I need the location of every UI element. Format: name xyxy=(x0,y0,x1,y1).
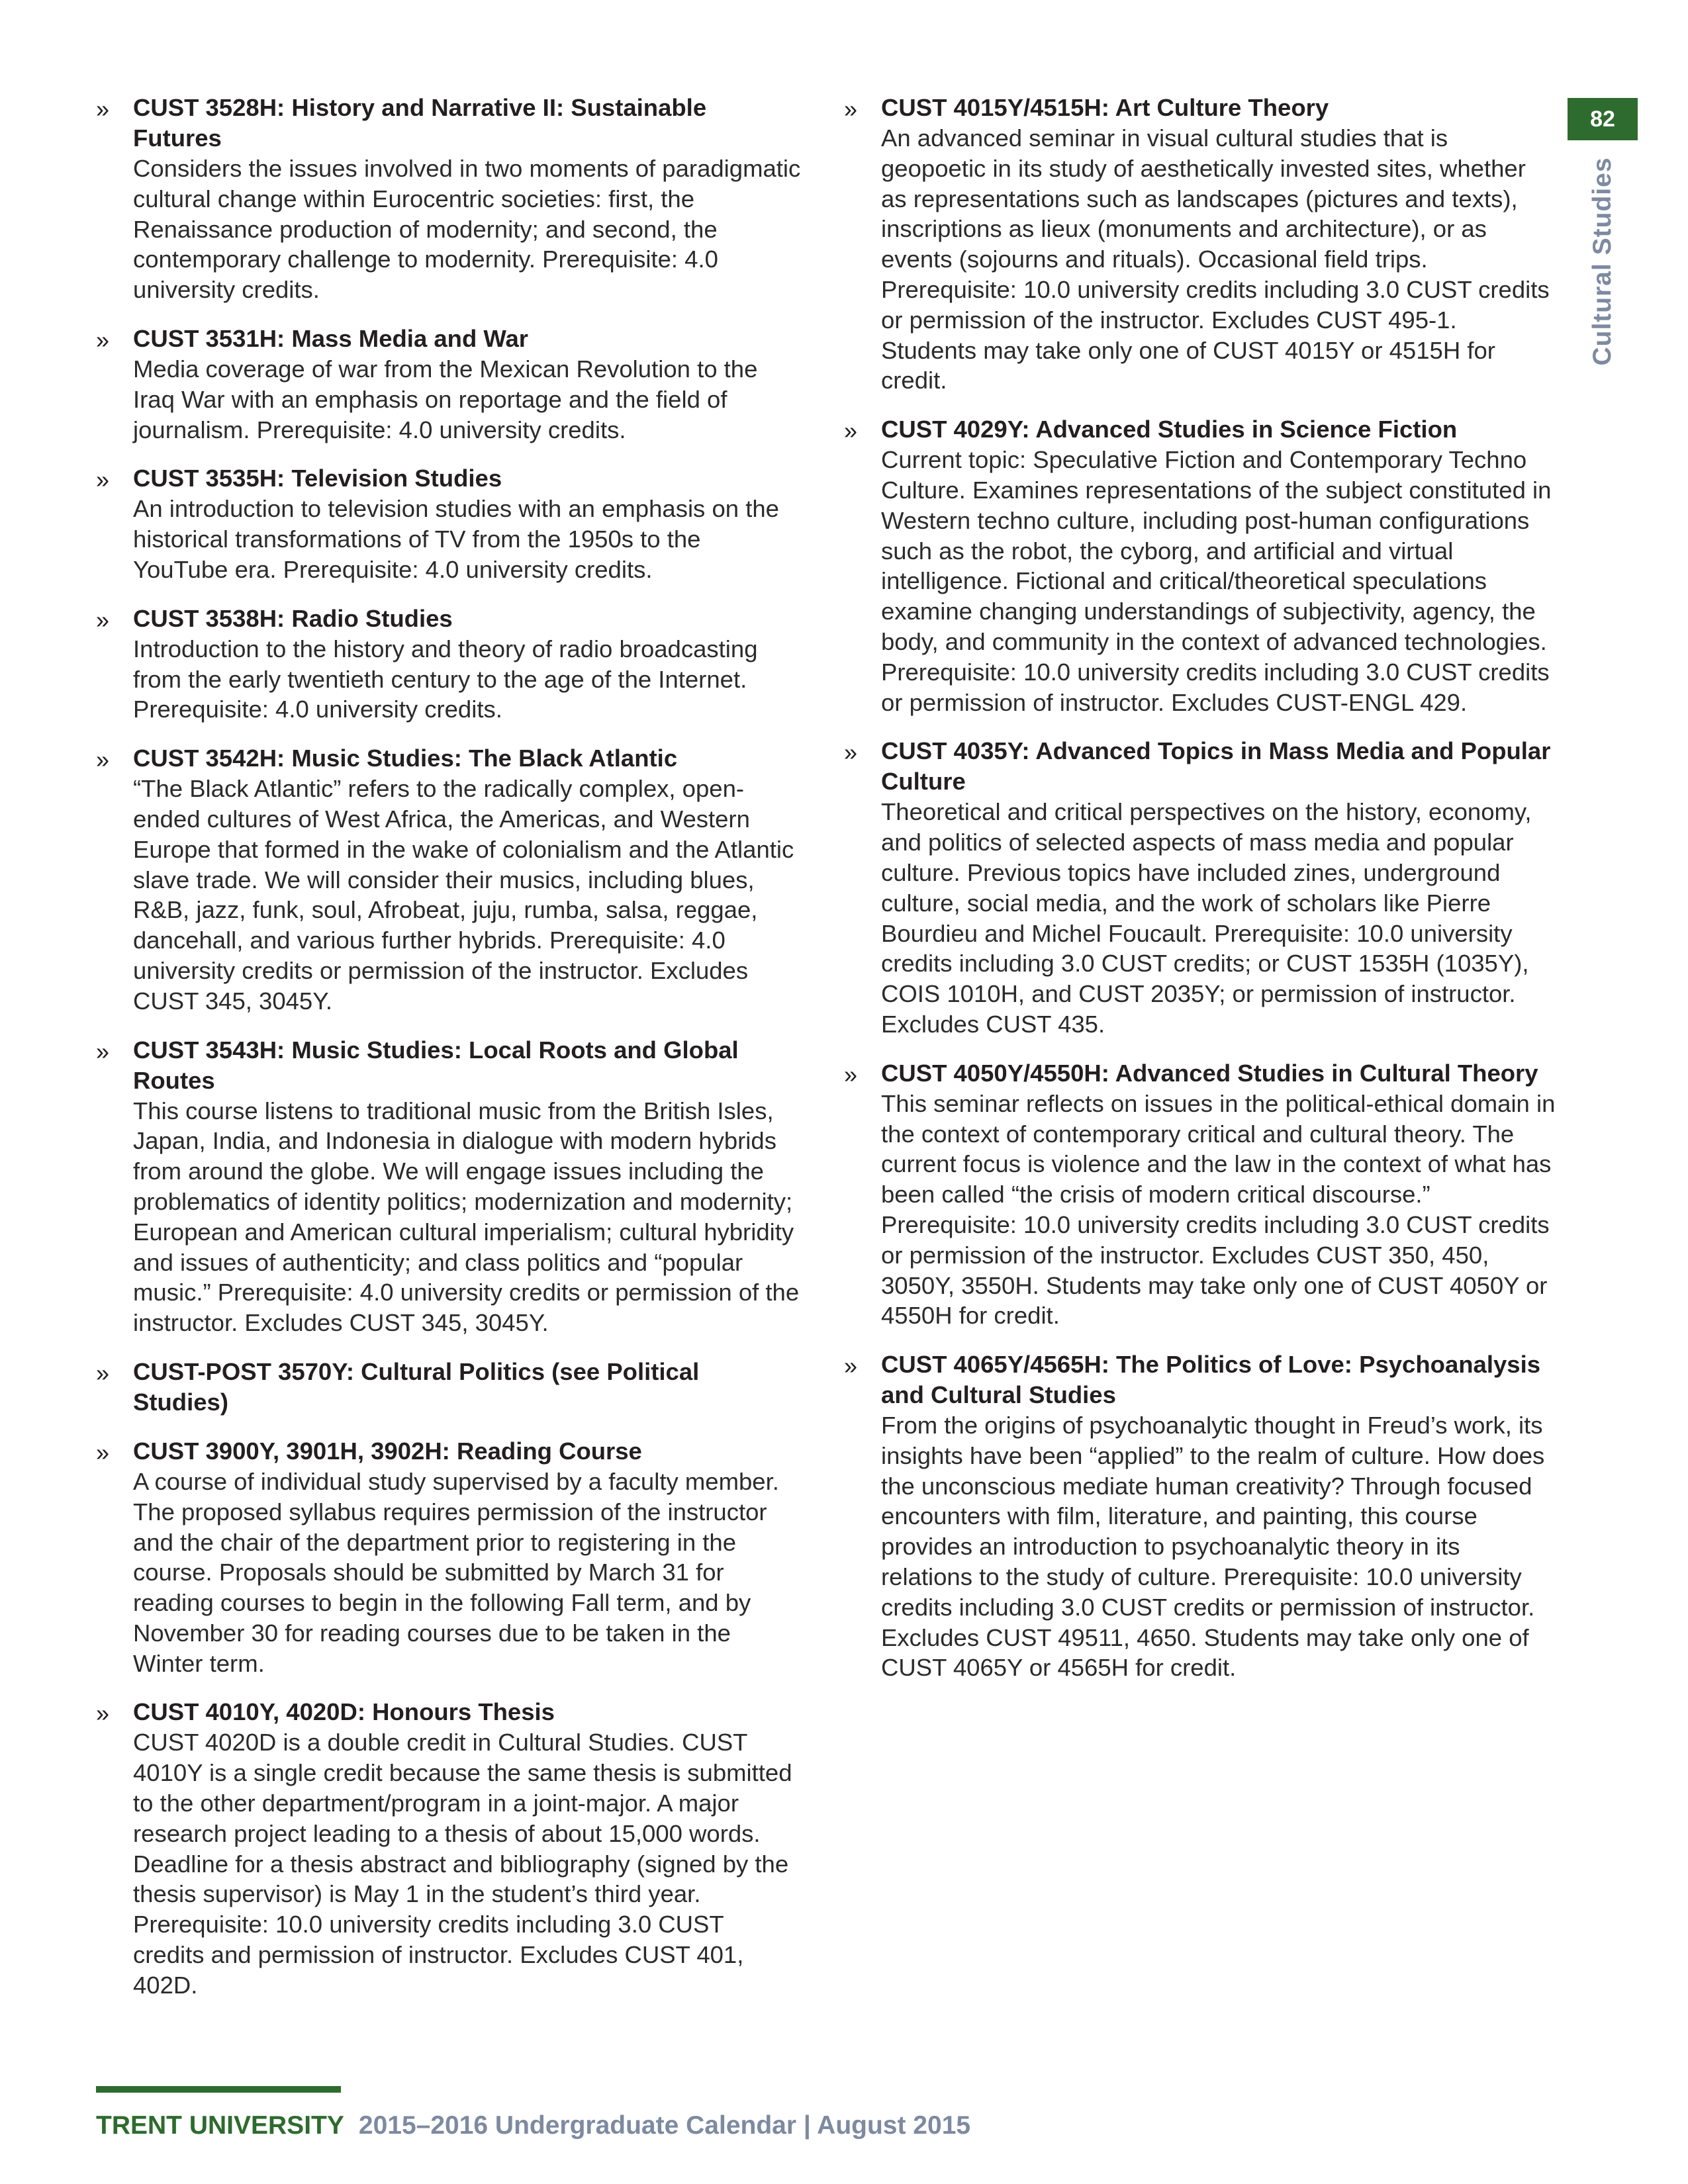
course-description: Considers the issues involved in two moments of paradigmatic cultural change within Eurocentric societies: first, the Renaissance production of modernity; and second, the contemporary challenge to modernity. Prerequisite: 4.0 university credits. xyxy=(133,155,801,304)
course-title: CUST 4010Y, 4020D: Honours Thesis xyxy=(133,1698,555,1726)
course-entry xyxy=(96,463,801,584)
bullet-marker: » xyxy=(96,95,110,122)
course-entry xyxy=(844,93,1556,396)
course-title: CUST 3531H: Mass Media and War xyxy=(133,324,529,352)
page-number-badge: 82 xyxy=(1568,98,1638,140)
bullet-marker: » xyxy=(96,606,110,633)
course-description: Current topic: Speculative Fiction and Contemporary Techno Culture. Examines representations of the subject constituted in Western techno culture, including post-human configurations such as the robot, the cyborg, and artificial and virtual intelligence. Fictional and critical/theoretical speculations examine changing understandings of subjectivity, agency, the body, and community in the context of advanced technologies. Prerequisite: 10.0 university credits including 3.0 CUST credits or permission of instructor. Excludes CUST-ENGL 429. xyxy=(881,446,1552,716)
course-title: CUST 4050Y/4550H: Advanced Studies in Cultural Theory xyxy=(881,1059,1538,1087)
course-title: CUST 3542H: Music Studies: The Black Atlantic xyxy=(133,745,678,772)
course-entry xyxy=(96,1357,801,1418)
course-description: CUST 4020D is a double credit in Cultural Studies. CUST 4010Y is a single credit because the same thesis is submitted to the other department/program in a joint-major. A major research project leading to a thesis of about 15,000 words. Deadline for a thesis abstract and bibliography (signed by the thesis supervisor) is May 1 in the student’s third year. Prerequisite: 10.0 university credits including 3.0 CUST credits and permission of instructor. Excludes CUST 401, 402D. xyxy=(133,1729,792,1999)
course-entry xyxy=(96,604,801,725)
course-title: CUST 3528H: History and Narrative II: Sustainable Futures xyxy=(133,94,707,152)
footer-calendar-title: 2015–2016 Undergraduate Calendar | August 2015 xyxy=(358,2111,971,2140)
bullet-marker: » xyxy=(844,1060,858,1088)
course-description: Theoretical and critical perspectives on the history, economy, and politics of selected aspects of mass media and popular culture. Previous topics have included zines, underground culture, social media, and the work of scholars like Pierre Bourdieu and Michel Foucault. Prerequisite: 10.0 university credits including 3.0 CUST credits; or CUST 1535H (1035Y), COIS 1010H, and CUST 2035Y; or permission of instructor. Excludes CUST 435. xyxy=(881,798,1532,1038)
course-title: CUST 3543H: Music Studies: Local Roots and Global Routes xyxy=(133,1036,739,1094)
bullet-marker: » xyxy=(844,739,858,766)
bullet-marker: » xyxy=(96,746,110,774)
course-description: “The Black Atlantic” refers to the radically complex, open-ended cultures of West Africa, the Americas, and Western Europe that formed in the wake of colonialism and the Atlantic slave trade. We will consider their musics, including blues, R&B, jazz, funk, soul, Afrobeat, juju, rumba, salsa, reggae, dancehall, and various further hybrids. Prerequisite: 4.0 university credits or permission of the instructor. Excludes CUST 345, 3045Y. xyxy=(133,775,794,1015)
course-description: Media coverage of war from the Mexican Revolution to the Iraq War with an emphasis on reportage and the field of journalism. Prerequisite: 4.0 university credits. xyxy=(133,355,758,443)
bullet-marker: » xyxy=(96,466,110,494)
course-title: CUST 4035Y: Advanced Topics in Mass Media and Popular Culture xyxy=(881,737,1551,796)
bullet-marker: » xyxy=(96,1037,110,1065)
course-entry xyxy=(96,324,801,445)
course-title: CUST 4015Y/4515H: Art Culture Theory xyxy=(881,94,1329,121)
footer-university-name: TRENT UNIVERSITY xyxy=(96,2111,344,2140)
course-description: This seminar reflects on issues in the political-ethical domain in the context of contemporary critical and cultural theory. The current focus is violence and the law in the context of what has been called “the crisis of modern critical discourse.” Prerequisite: 10.0 university credits including 3.0 CUST credits or permission of the instructor. Excludes CUST 350, 450, 3050Y, 3550H. Students may take only one of CUST 4050Y or 4550H for credit. xyxy=(881,1089,1556,1330)
bullet-marker: » xyxy=(96,1700,110,1727)
section-side-label: Cultural Studies xyxy=(1588,157,1617,366)
course-entry xyxy=(96,93,801,305)
course-entry xyxy=(844,1058,1556,1331)
course-entry xyxy=(96,1697,801,2000)
course-description: An advanced seminar in visual cultural studies that is geopoetic in its study of aesthetically invested sites, whether as representations such as landscapes (pictures and texts), inscriptions as lieux (monuments and architecture), or as events (sojourns and rituals). Occasional field trips. Prerequisite: 10.0 university credits including 3.0 CUST credits or permission of the instructor. Excludes CUST 495-1. Students may take only one of CUST 4015Y or 4515H for credit. xyxy=(881,124,1550,394)
course-description: A course of individual study supervised by a faculty member. The proposed syllabus requires permission of the instructor and the chair of the department prior to registering in the course. Proposals should be submitted by March 31 for reading courses to begin in the following Fall term, and by November 30 for reading courses due to be taken in the Winter term. xyxy=(133,1467,779,1677)
course-title: CUST-POST 3570Y: Cultural Politics (see Political Studies) xyxy=(133,1357,700,1416)
course-title: CUST 4065Y/4565H: The Politics of Love: Psychoanalysis and Cultural Studies xyxy=(881,1351,1541,1409)
course-entry xyxy=(96,1436,801,1679)
bullet-marker: » xyxy=(96,1359,110,1387)
course-title: CUST 3538H: Radio Studies xyxy=(133,604,453,632)
course-description: An introduction to television studies with an emphasis on the historical transformations of TV from the 1950s to the YouTube era. Prerequisite: 4.0 university credits. xyxy=(133,495,779,583)
course-entry xyxy=(844,736,1556,1039)
course-description: Introduction to the history and theory of radio broadcasting from the early twentieth century to the age of the Internet. Prerequisite: 4.0 university credits. xyxy=(133,635,758,723)
bullet-marker: » xyxy=(96,326,110,353)
course-entry xyxy=(96,743,801,1016)
course-description: From the origins of psychoanalytic thought in Freud’s work, its insights have been “applied” to the realm of culture. How does the unconscious mediate human creativity? Through focused encounters with film, literature, and painting, this course provides an introduction to psychoanalytic theory in its relations to the study of culture. Prerequisite: 10.0 university credits including 3.0 CUST credits or permission of instructor. Excludes CUST 49511, 4650. Students may take only one of CUST 4065Y or 4565H for credit. xyxy=(881,1412,1545,1682)
course-title: CUST 4029Y: Advanced Studies in Science Fiction xyxy=(881,416,1458,443)
footer xyxy=(96,2111,970,2140)
course-entry xyxy=(844,1349,1556,1683)
bullet-marker: » xyxy=(844,1352,858,1380)
bullet-marker: » xyxy=(844,95,858,122)
left-column xyxy=(96,93,801,2019)
course-entry xyxy=(844,414,1556,717)
bullet-marker: » xyxy=(96,1438,110,1466)
bullet-marker: » xyxy=(844,417,858,445)
course-title: CUST 3535H: Television Studies xyxy=(133,465,502,492)
footer-rule xyxy=(96,2086,341,2093)
course-description: This course listens to traditional music from the British Isles, Japan, India, and Indonesia in dialogue with modern hybrids from around the globe. We will engage issues including the problematics of identity politics; modernization and modernity; European and American cultural imperialism; cultural hybridity and issues of authenticity; and class politics and “popular music.” Prerequisite: 4.0 university credits or permission of the instructor. Excludes CUST 345, 3045Y. xyxy=(133,1097,800,1337)
course-title: CUST 3900Y, 3901H, 3902H: Reading Course xyxy=(133,1437,642,1465)
course-entry xyxy=(96,1035,801,1338)
right-column xyxy=(844,93,1556,1702)
